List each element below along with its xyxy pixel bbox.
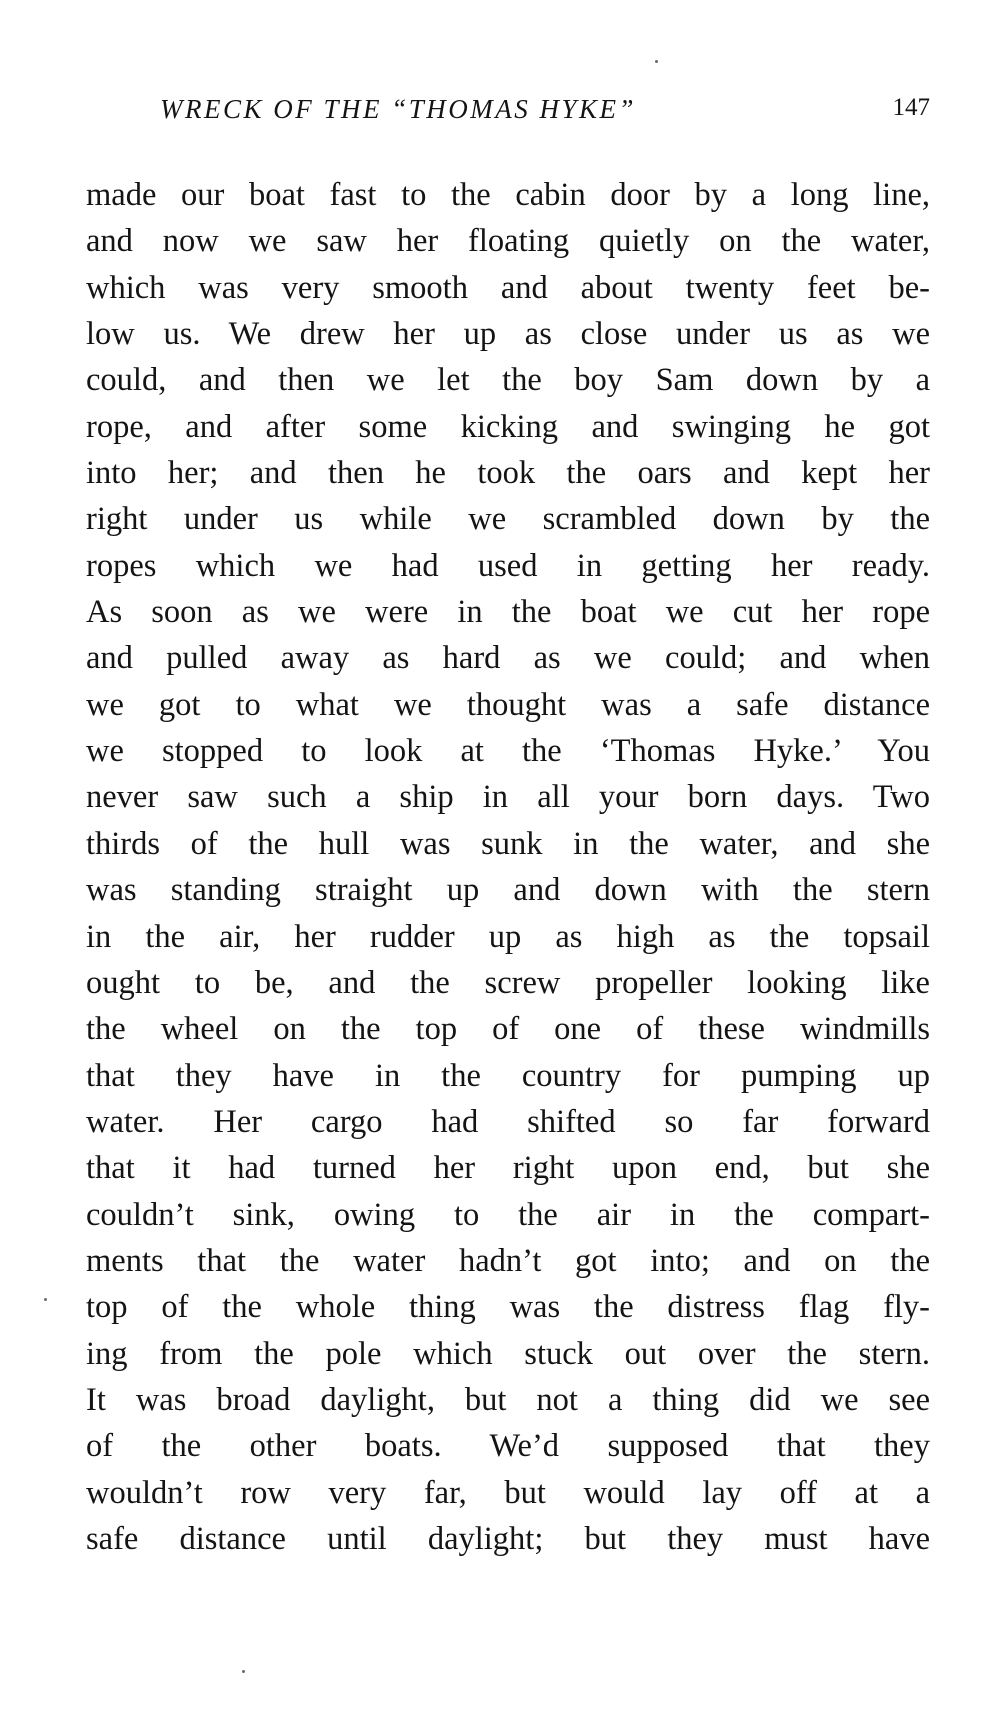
text-line: water. Her cargo had shifted so far forward: [86, 1103, 930, 1140]
text-line: ropes which we had used in getting her ready.: [86, 547, 930, 584]
text-line: rope, and after some kicking and swinging he got: [86, 408, 930, 445]
text-line: top of the whole thing was the distress flag fly-: [86, 1289, 930, 1326]
text-line: into her; and then he took the oars and kept her: [86, 455, 930, 492]
paper-speck: [655, 60, 658, 63]
text-line: and now we saw her floating quietly on the water,: [86, 223, 930, 260]
text-line: was standing straight up and down with the stern: [86, 872, 930, 909]
paper-speck: [242, 1670, 245, 1673]
text-line: couldn’t sink, owing to the air in the compart-: [86, 1196, 930, 1233]
text-line: It was broad daylight, but not a thing did we see: [86, 1381, 930, 1418]
text-line: we stopped to look at the ‘Thomas Hyke.’ You: [86, 733, 930, 770]
text-line: and pulled away as hard as we could; and when: [86, 640, 930, 677]
text-line: of the other boats. We’d supposed that they: [86, 1428, 930, 1465]
text-line: which was very smooth and about twenty feet be-: [86, 269, 930, 306]
text-line: ought to be, and the screw propeller looking like: [86, 964, 930, 1001]
text-line: wouldn’t row very far, but would lay off at a: [86, 1474, 930, 1511]
text-line: As soon as we were in the boat we cut her rope: [86, 594, 930, 631]
text-line: that they have in the country for pumping up: [86, 1057, 930, 1094]
text-line: safe distance until daylight; but they must have: [86, 1520, 930, 1557]
text-line: that it had turned her right upon end, but she: [86, 1150, 930, 1187]
text-line: low us. We drew her up as close under us as we: [86, 316, 930, 353]
paper-speck: [44, 1298, 47, 1301]
text-line: in the air, her rudder up as high as the topsail: [86, 918, 930, 955]
text-line: ments that the water hadn’t got into; and on the: [86, 1242, 930, 1279]
text-line: made our boat fast to the cabin door by a long line,: [86, 177, 930, 213]
page-number: 147: [892, 94, 930, 121]
text-line: ing from the pole which stuck out over the stern.: [86, 1335, 930, 1372]
text-line: the wheel on the top of one of these windmills: [86, 1011, 930, 1048]
body-text: [86, 172, 930, 1562]
text-line: could, and then we let the boy Sam down by a: [86, 362, 930, 399]
text-line: thirds of the hull was sunk in the water, and she: [86, 825, 930, 862]
running-head: [160, 94, 930, 134]
text-line: right under us while we scrambled down by the: [86, 501, 930, 538]
text-line: never saw such a ship in all your born days. Two: [86, 779, 930, 816]
running-title: WRECK OF THE “THOMAS HYKE”: [160, 94, 637, 124]
text-line: we got to what we thought was a safe distance: [86, 686, 930, 723]
